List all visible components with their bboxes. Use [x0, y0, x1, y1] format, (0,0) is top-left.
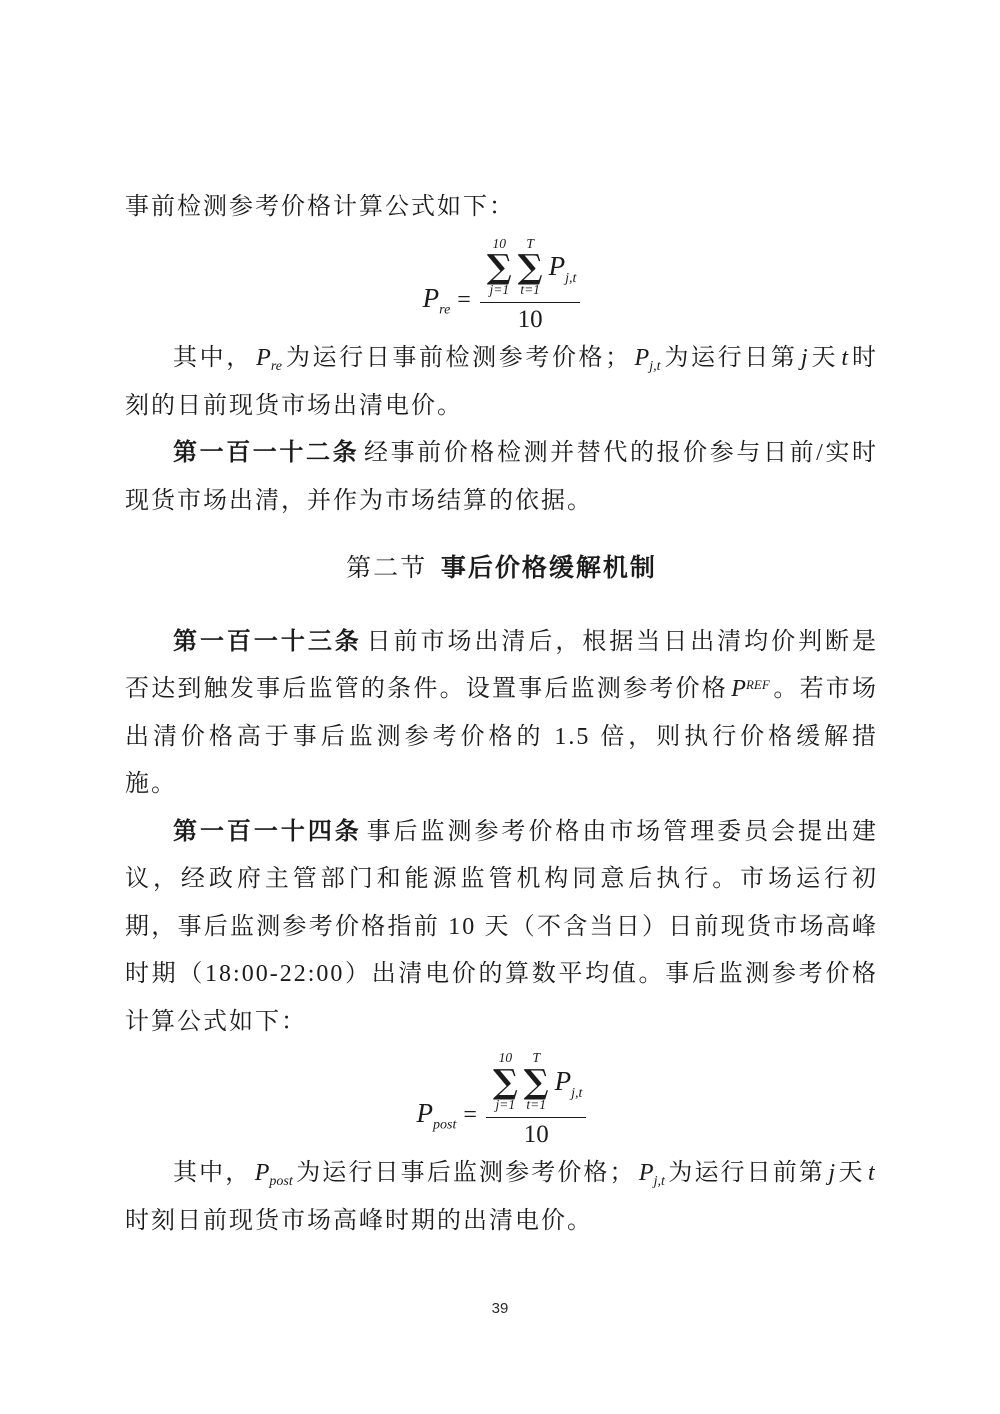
text-segment: 其中， — [173, 1160, 252, 1187]
article-112-number: 第一百一十二条 — [173, 440, 360, 467]
summation-over-time — [518, 236, 543, 298]
formula-pre-explanation — [125, 335, 878, 430]
sum-upper-limit: T — [532, 1050, 540, 1066]
fraction-denominator: 10 — [523, 1120, 549, 1148]
article-114 — [125, 809, 878, 1047]
math-var-Pjt: $P_{j,t}$ — [638, 1160, 665, 1190]
sum-lower-limit: t=1 — [526, 1097, 547, 1113]
intro-text: 事前检测参考价格计算公式如下： — [125, 194, 515, 220]
article-113-number: 第一百一十三条 — [173, 628, 362, 655]
summand-term: $P_{j,t}$ — [548, 251, 577, 287]
formula-lhs-symbol: $P_{post}$ — [416, 1097, 457, 1133]
section-label: 第二节 — [346, 555, 428, 583]
sum-upper-limit: T — [526, 235, 534, 251]
page-number: 39 — [491, 1300, 509, 1317]
article-112 — [125, 430, 878, 525]
math-var-t: t — [841, 345, 849, 372]
sigma-icon: ∑ — [523, 1061, 549, 1101]
article-113-body-part2: 。若市场出清价格高于事后监测参考价格的 1.5 倍，则执行价格缓解措施。 — [125, 676, 879, 798]
intro-line — [125, 184, 878, 232]
article-112-body: 经事前价格检测并替代的报价参与日前/实时现货市场出清，并作为市场结算的依据。 — [125, 440, 879, 514]
math-var-j: j — [828, 1160, 836, 1187]
equals-sign: = — [463, 1101, 477, 1128]
math-var-Pre: $P_{re}$ — [256, 345, 282, 375]
text-segment: 为运行日事后监测参考价格； — [296, 1160, 636, 1187]
text-segment: 时刻的日前现货市场出清电价。 — [125, 345, 879, 419]
text-segment: 为运行日事前检测参考价格； — [285, 345, 632, 372]
text-segment: 为运行日前第 — [668, 1160, 826, 1187]
text-segment: 其中， — [173, 345, 253, 372]
summation-over-time — [524, 1050, 549, 1112]
fraction — [480, 236, 581, 334]
equals-sign: = — [457, 286, 471, 313]
sigma-icon: ∑ — [492, 1061, 518, 1101]
math-var-Pjt: $P_{j,t}$ — [634, 345, 661, 375]
sum-lower-limit: j=1 — [489, 282, 510, 298]
fraction-denominator: 10 — [517, 305, 543, 333]
fraction-bar — [480, 302, 581, 303]
fraction-numerator — [480, 236, 581, 298]
article-113-body-part1: 日前市场出清后，根据当日出清均价判断是否达到触发事后监管的条件。设置事后监测参考价格 — [125, 628, 879, 703]
sum-upper-limit: 10 — [498, 1050, 513, 1066]
formula-lhs — [422, 282, 480, 318]
fraction-numerator — [486, 1050, 587, 1112]
formula-post-check-price — [125, 1050, 878, 1148]
formula-post-explanation — [125, 1150, 878, 1245]
text-segment: 天 — [838, 1160, 865, 1187]
math-var-Ppost: $P_{post}$ — [254, 1160, 293, 1190]
article-114-body: 事后监测参考价格由市场管理委员会提出建议，经政府主管部门和能源监管机构同意后执行。市场运行初期，事后监测参考价格指前 10 天（不含当日）日前现货市场高峰时期（18:00-22:00）出清电价的算数平均值。事后监测参考价格计算公式如下： — [125, 818, 879, 1035]
fraction-bar — [486, 1117, 587, 1118]
formula-pre-check-price — [125, 236, 878, 334]
sigma-icon: ∑ — [486, 247, 512, 287]
formula-lhs — [416, 1097, 486, 1133]
sigma-icon: ∑ — [517, 247, 543, 287]
formula-lhs-symbol: $P_{re}$ — [422, 282, 451, 318]
section-title: 事后价格缓解机制 — [440, 555, 657, 583]
math-var-PREF: $P^{REF}$ — [731, 676, 770, 703]
summation-over-days — [487, 236, 512, 298]
text-segment: 天 — [810, 345, 839, 372]
math-var-j: j — [800, 345, 808, 372]
sum-lower-limit: t=1 — [520, 282, 540, 298]
article-114-number: 第一百一十四条 — [173, 818, 362, 845]
text-segment: 时刻日前现货市场高峰时期的出清电价。 — [125, 1207, 593, 1234]
sum-upper-limit: 10 — [492, 235, 507, 251]
fraction — [486, 1050, 587, 1148]
math-var-t: t — [868, 1160, 875, 1187]
section-heading — [125, 545, 878, 593]
summation-over-days — [493, 1050, 518, 1112]
text-segment: 为运行日第 — [663, 345, 798, 372]
summand-term: $P_{j,t}$ — [554, 1066, 583, 1102]
sum-lower-limit: j=1 — [495, 1097, 516, 1113]
article-113 — [125, 619, 878, 809]
